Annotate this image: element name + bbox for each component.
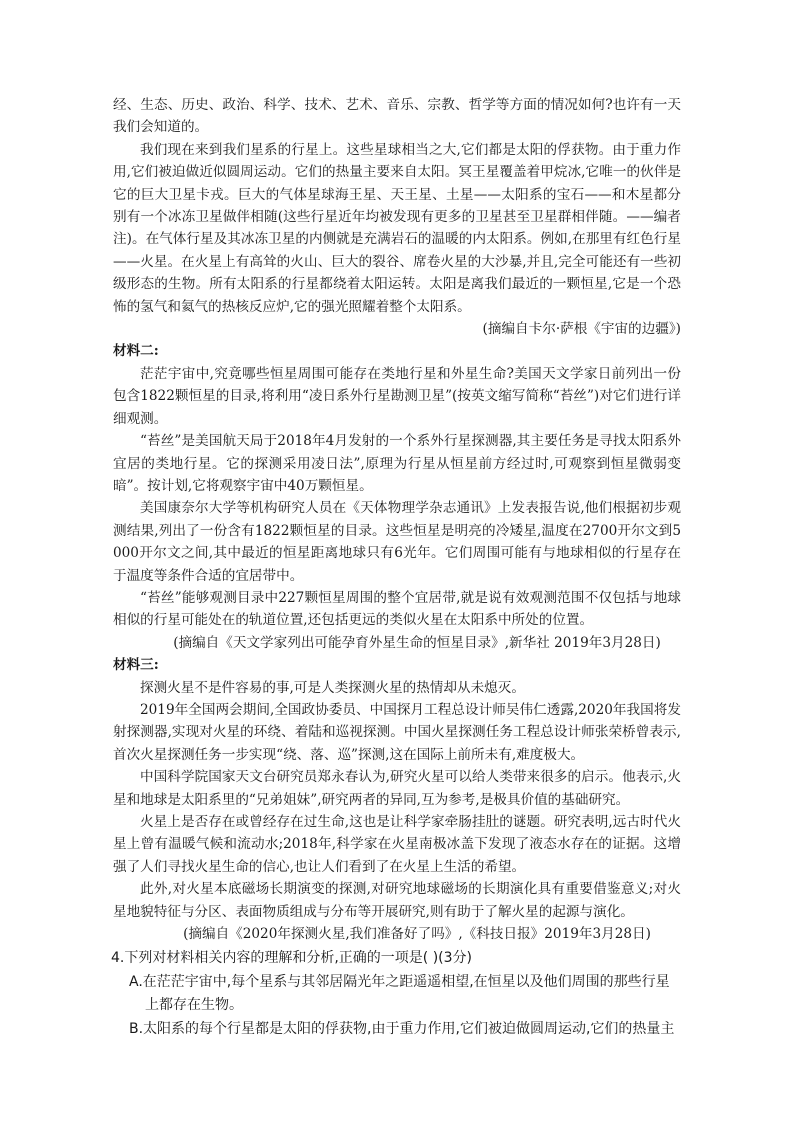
material2-paragraph-2: “苔丝”是美国航天局于2018年4月发射的一个系外行星探测器,其主要任务是寻找太阳系外宜居的类地行星。它的探测采用凌日法”,原理为行星从恒星前方经过时,可观察到恒星微弱变暗”。按计划,它将观察宇宙中40万颗恒星。 [113, 433, 681, 494]
material3-paragraph-4: 火星上是否存在或曾经存在过生命,这也是让科学家牵肠挂肚的谜题。研究表明,远古时代火星上曾有温暖气候和流动水;2018年,科学家在火星南极冰盖下发现了液态水存在的证据。这增强了人们寻找火星生命的信心,也让人们看到了在火星上生活的希望。 [113, 814, 681, 875]
material2-source: (摘编自《天文学家列出可能孕育外星生命的恒星目录》,新华社 2019年3月28日) [173, 634, 661, 651]
option-a[interactable] [129, 971, 681, 1017]
material3-paragraph-5: 此外,对火星本底磁场长期演变的探测,对研究地球磁场的长期演化具有重要借鉴意义;对火星地貌特征与分区、表面物质组成与分布等开展研究,则有助于了解火星的起源与演化。 [113, 881, 681, 920]
option-a-line-1: A.在茫茫宇宙中,每个星系与其邻居隔光年之距遥遥相望,在恒星以及他们周围的那些行星 [129, 974, 670, 991]
material3-paragraph-2: 2019年全国两会期间,全国政协委员、中国探月工程总设计师吴伟仁透露,2020年我国将发射探测器,实现对火星的环绕、着陆和巡视探测。中国火星探测任务工程总设计师张荣桥曾表示,首次火星探测任务一步实现“绕、落、巡”探测,这在国际上前所未有,难度极大。 [113, 701, 681, 763]
exam-page [113, 94, 681, 1041]
option-b-line-1: B.太阳系的每个行星都是太阳的俘获物,由于重力作用,它们被迫做圆周运动,它们的热量主 [129, 1021, 675, 1038]
material2-paragraph-3: 美国康奈尔大学等机构研究人员在《天体物理学杂志通讯》上发表报告说,他们根据初步观测结果,列出了一份含有1822颗恒星的目录。这些恒星是明亮的冷矮星,温度在2700开尔文到5 000开尔文之间,其中最近的恒星距离地球只有6光年。它们周围可能有与地球相似的行星存在于温度等条件合适的宜居带中。 [113, 500, 681, 584]
material3-source: (摘编自《2020年探测火星,我们准备好了吗》,《科技日报》2019年3月28日) [183, 926, 651, 943]
question-stem: 4.下列对材料相关内容的理解和分析,正确的一项是( )(3分) [111, 950, 473, 967]
material3-paragraph-3: 中国科学院国家天文台研究员郑永春认为,研究火星可以给人类带来很多的启示。他表示,火星和地球是太阳系里的“兄弟姐妹”,研究两者的异同,互为参考,是极具价值的基础研究。 [113, 769, 681, 808]
material3-label: 材料三: [113, 657, 159, 674]
material2-label: 材料二: [113, 343, 159, 360]
material2-paragraph-4: “苔丝”能够观测目录中227颗恒星周围的整个宜居带,就是说有效观测范围不仅包括与地球相似的行星可能处在的轨道位置,还包括更远的类似火星在太阳系中所处的位置。 [113, 589, 681, 629]
material3-paragraph-1: 探测火星不是件容易的事,可是人类探测火星的热情却从未熄灭。 [140, 679, 525, 696]
option-b[interactable] [129, 1018, 681, 1041]
material1-paragraph: 我们现在来到我们星系的行星上。这些星球相当之大,它们都是太阳的俘获物。由于重力作用,它们被迫做近似圆周运动。它们的热量主要来自太阳。冥王星覆盖着甲烷冰,它唯一的伙伴是它的巨大卫星卡戎。巨大的气体星球海王星、天王星、土星——太阳系的宝石——和木星都分别有一个冰冻卫星做伴相随(这些行星近年均被发现有更多的卫星甚至卫星群相伴随。——编者注)。在气体行星及其冰冻卫星的内侧就是充满岩石的温暖的内太阳系。例如,在那里有红色行星——火星。在火星上有高耸的火山、巨大的裂谷、席卷火星的大沙暴,并且,完全可能还有一些初级形态的生物。所有太阳系的行星都绕着太阳运转。太阳是离我们最近的一颗恒星,它是一个恐怖的氢气和氦气的热核反应炉,它的强光照耀着整个太阳系。 [113, 141, 681, 315]
material1-source: (摘编自卡尔·萨根《宇宙的边疆》) [482, 321, 681, 338]
material2-paragraph-1: 茫茫宇宙中,究竟哪些恒星周围可能存在类地行星和外星生命?美国天文学家日前列出一份包含1822颗恒星的目录,将利用“凌日系外行星勘测卫星”(按英文缩写简称“苔丝”)对它们进行详细观测。 [113, 365, 681, 427]
option-a-line-2: 上都存在生物。 [145, 997, 243, 1014]
material1-continuation: 经、生态、历史、政治、科学、技术、艺术、音乐、宗教、哲学等方面的情况如何?也许有一天我们会知道的。 [113, 97, 681, 136]
